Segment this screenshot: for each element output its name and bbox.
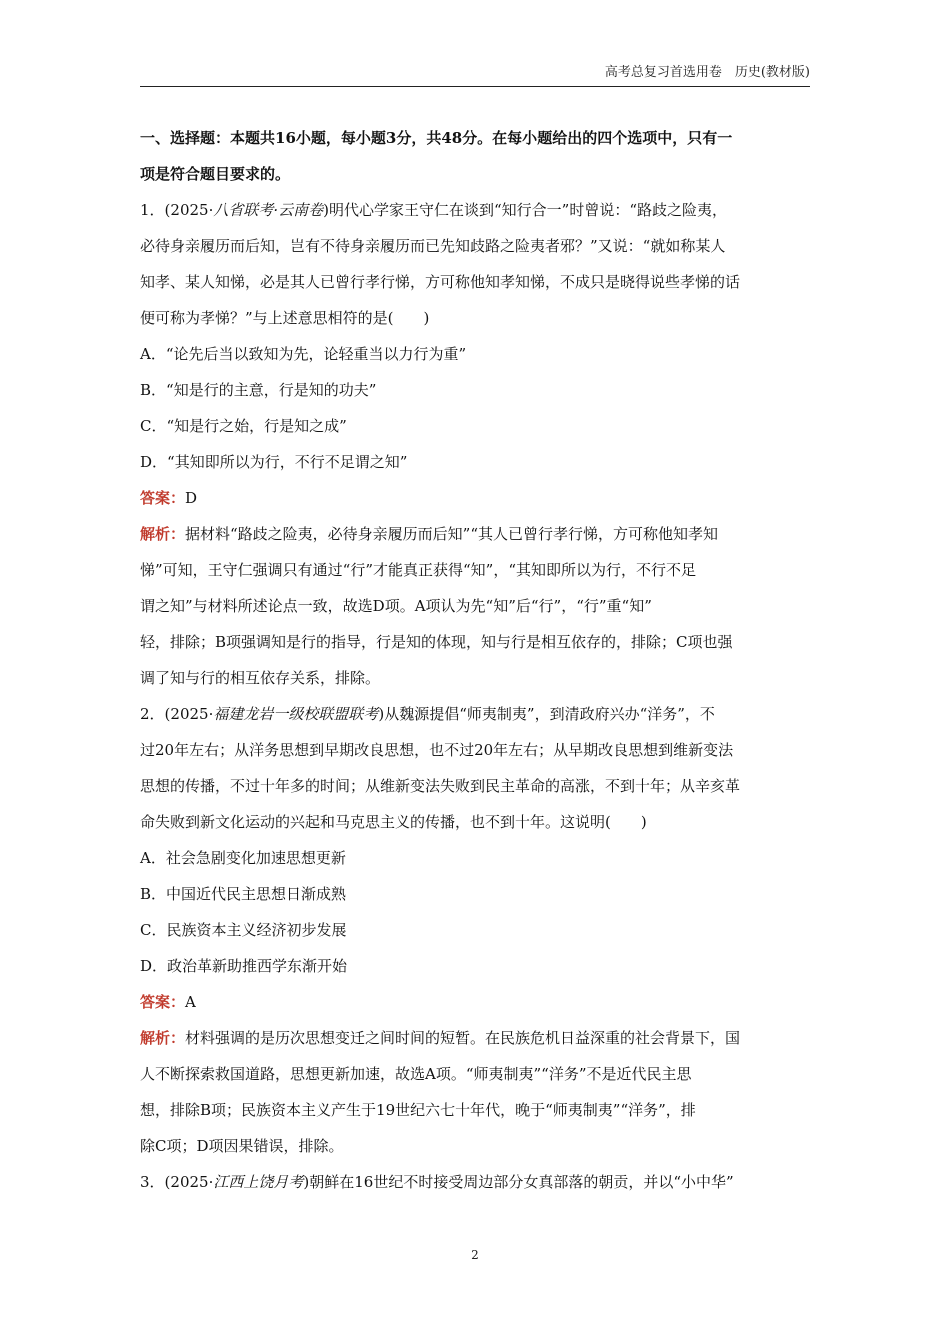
section-instruction xyxy=(140,120,810,192)
stem-line: 便可称为孝悌？”与上述意思相符的是( ) xyxy=(140,309,430,327)
analysis-line: 悌”可知，王守仁强调只有通过“行”才能真正获得“知”，“其知即所以为行，不行不足 xyxy=(140,561,697,579)
analysis-line: 材料强调的是历次思想变迁之间时间的短暂。在民族危机日益深重的社会背景下，国 xyxy=(185,1029,741,1047)
page-header xyxy=(140,56,810,87)
analysis-line: 除C项；D项因果错误，排除。 xyxy=(140,1137,344,1155)
answer-value: A xyxy=(185,993,196,1011)
question-2-stem xyxy=(140,696,810,840)
answer-label: 答案： xyxy=(140,993,186,1011)
section-line: 一、选择题：本题共16小题，每小题3分，共48分。在每小题给出的四个选项中，只有一 xyxy=(140,129,733,147)
question-1-option-a: A．“论先后当以致知为先，论轻重当以力行为重” xyxy=(140,345,467,363)
answer-label: 答案： xyxy=(140,489,186,507)
header-title: 高考总复习首选用卷 历史(教材版) xyxy=(604,65,810,80)
stem-line: 必待身亲履历而后知，岂有不待身亲履历而已先知歧路之险夷者邪？”又说：“就如称某人 xyxy=(140,237,726,255)
question-1-stem xyxy=(140,192,810,336)
stem-line: 思想的传播，不过十年多的时间；从维新变法失败到民主革命的高涨，不到十年；从辛亥革 xyxy=(140,777,741,795)
analysis-label: 解析： xyxy=(140,525,186,543)
question-source: 福建龙岩一级校联盟联考 xyxy=(213,705,379,723)
question-2-option-a: A．社会急剧变化加速思想更新 xyxy=(140,849,346,867)
analysis-line: 谓之知”与材料所述论点一致，故选D项。A项认为先“知”后“行”，“行”重“知” xyxy=(140,597,652,615)
section-line: 项是符合题目要求的。 xyxy=(140,165,291,183)
question-year: 2025· xyxy=(170,1173,214,1191)
stem-line: 命失败到新文化运动的兴起和马克思主义的传播，也不到十年。这说明( ) xyxy=(140,813,647,831)
question-2-analysis xyxy=(140,1020,810,1164)
stem-line: )朝鲜在16世纪不时接受周边部分女真部落的朝贡，并以“小中华” xyxy=(303,1173,734,1191)
stem-line: )明代心学家王守仁在谈到“知行合一”时曾说：“路歧之险夷， xyxy=(323,201,728,219)
analysis-line: 想，排除B项；民族资本主义产生于19世纪六七十年代，晚于“师夷制夷”“洋务”，排 xyxy=(140,1101,696,1119)
question-1-option-b: B．“知是行的主意，行是知的功夫” xyxy=(140,381,377,399)
stem-line: )从魏源提倡“师夷制夷”，到清政府兴办“洋务”，不 xyxy=(378,705,715,723)
question-1-option-c: C．“知是行之始，行是知之成” xyxy=(140,417,347,435)
question-2-option-d: D．政治革新助推西学东渐开始 xyxy=(140,957,348,975)
question-1-analysis xyxy=(140,516,810,696)
stem-line: 过20年左右；从洋务思想到早期改良思想，也不过20年左右；从早期改良思想到维新变法 xyxy=(140,741,734,759)
question-year: 2025· xyxy=(170,201,214,219)
analysis-line: 轻，排除；B项强调知是行的指导，行是知的体现，知与行是相互依存的，排除；C项也强 xyxy=(140,633,733,651)
question-number: 1．( xyxy=(140,201,171,219)
analysis-line: 人不断探索救国道路，思想更新加速，故选A项。“师夷制夷”“洋务”不是近代民主思 xyxy=(140,1065,692,1083)
stem-line: 知孝、某人知悌，必是其人已曾行孝行悌，方可称他知孝知悌，不成只是晓得说些孝悌的话 xyxy=(140,273,741,291)
question-3-stem xyxy=(140,1164,810,1200)
analysis-label: 解析： xyxy=(140,1029,186,1047)
analysis-line: 据材料“路歧之险夷，必待身亲履历而后知”“其人已曾行孝行悌，方可称他知孝知 xyxy=(185,525,719,543)
question-2-answer xyxy=(140,984,810,1020)
question-2-option-b: B．中国近代民主思想日渐成熟 xyxy=(140,885,347,903)
question-source: 江西上饶月考 xyxy=(213,1173,304,1191)
question-number: 2．( xyxy=(140,705,171,723)
question-1-answer xyxy=(140,480,810,516)
question-2-option-c: C．民族资本主义经济初步发展 xyxy=(140,921,347,939)
question-year: 2025· xyxy=(170,705,214,723)
answer-value: D xyxy=(185,489,198,507)
question-number: 3．( xyxy=(140,1173,171,1191)
analysis-line: 调了知与行的相互依存关系，排除。 xyxy=(140,669,381,687)
document-body xyxy=(140,120,810,1200)
question-1-option-d: D．“其知即所以为行，不行不足谓之知” xyxy=(140,453,408,471)
question-source: 八省联考·云南卷 xyxy=(213,201,324,219)
page-number: 2 xyxy=(471,1248,479,1262)
